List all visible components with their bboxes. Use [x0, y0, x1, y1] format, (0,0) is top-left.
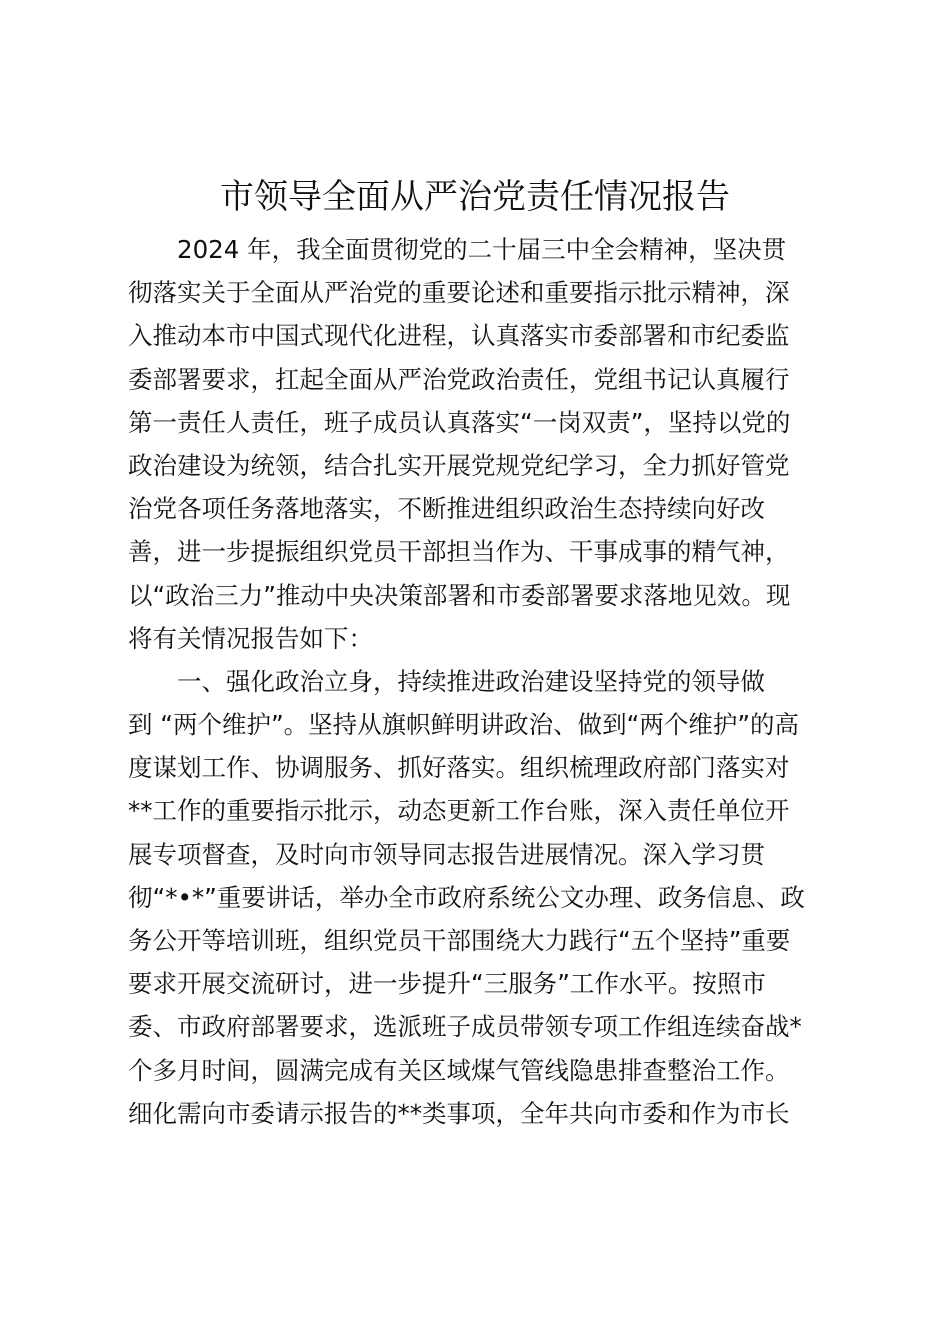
paragraph-line: **工作的重要指示批示，动态更新工作台账，深入责任单位开: [128, 796, 790, 826]
paragraph-line: 委、市政府部署要求，选派班子成员带领专项工作组连续奋战*: [128, 1012, 802, 1042]
paragraph-line: 入推动本市中国式现代化进程，认真落实市委部署和市纪委监: [128, 321, 790, 351]
paragraph-line: 到 “两个维护”。坚持从旗帜鲜明讲政治、做到“两个维护”的高: [128, 710, 800, 740]
paragraph-line: 善，进一步提振组织党员干部担当作为、干事成事的精气神，: [128, 537, 790, 567]
paragraph-line: 2024 年，我全面贯彻党的二十届三中全会精神，坚决贯: [177, 235, 787, 264]
paragraph-line: 第一责任人责任，班子成员认真落实“一岗双责”，坚持以党的: [128, 407, 791, 437]
paragraph-line: 个多月时间，圆满完成有关区域煤气管线隐患排查整治工作。: [128, 1055, 790, 1085]
paragraph-line: 政治建设为统领，结合扎实开展党规党纪学习，全力抓好管党: [128, 450, 790, 480]
paragraph-line: 彻落实关于全面从严治党的重要论述和重要指示批示精神，深: [128, 278, 790, 308]
paragraph-line: 委部署要求，扛起全面从严治党政治责任，党组书记认真履行: [128, 364, 790, 394]
paragraph-line: 展专项督查，及时向市领导同志报告进展情况。深入学习贯: [128, 839, 765, 869]
paragraph-line: 彻“*•*”重要讲话，举办全市政府系统公文办理、政务信息、政: [128, 882, 805, 912]
document-title: 市领导全面从严治党责任情况报告: [220, 177, 730, 217]
paragraph-line: 务公开等培训班，组织党员干部围绕大力践行“五个坚持”重要: [128, 926, 791, 955]
paragraph-line: 细化需向市委请示报告的**类事项，全年共向市委和作为市长: [128, 1098, 790, 1128]
paragraph-line: 治党各项任务落地落实，不断推进组织政治生态持续向好改: [128, 494, 765, 524]
paragraph-line: 度谋划工作、协调服务、抓好落实。组织梳理政府部门落实对: [128, 753, 790, 783]
document-body: [128, 228, 828, 1135]
paragraph-line: 要求开展交流研讨，进一步提升“三服务”工作水平。按照市: [128, 969, 766, 999]
section-heading-line: 一、强化政治立身，持续推进政治建设坚持党的领导做: [177, 666, 765, 696]
paragraph-line: 以“政治三力”推动中央决策部署和市委部署要求落地见效。现: [128, 580, 791, 610]
paragraph-line: 将有关情况报告如下：: [128, 623, 373, 653]
